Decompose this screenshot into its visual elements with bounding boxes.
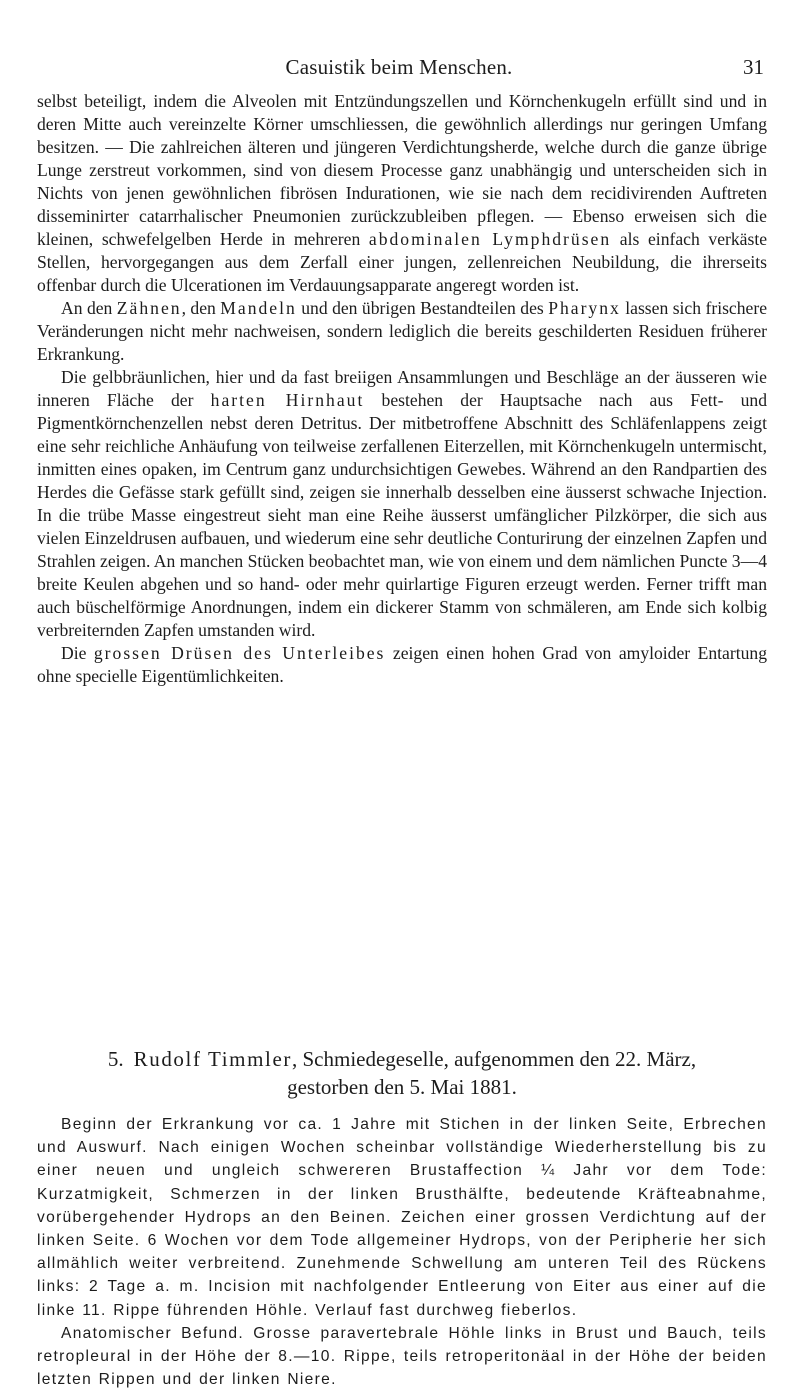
page-number: 31 bbox=[743, 55, 764, 79]
paragraph-lung-findings bbox=[37, 90, 767, 297]
spaced-term: abdominalen Lymphdrüsen bbox=[368, 229, 612, 249]
spaced-term: Zähnen bbox=[116, 298, 182, 318]
patient-name: Rudolf Timmler bbox=[133, 1047, 292, 1071]
paragraph-text: , den bbox=[181, 298, 221, 318]
paragraph-text: Die gelbbräunlichen, hier und da fast breiigen Ansammlungen und Beschläge an der äusseren wie inneren Fläche der bbox=[37, 367, 767, 410]
paragraph-text: zeigen einen hohen Grad von amyloider Entartung ohne specielle Eigentümlichkeiten. bbox=[37, 643, 768, 686]
paragraph-text: und den übrigen Bestandteilen des bbox=[296, 298, 549, 318]
case-history-paragraph: Beginn der Erkrankung vor ca. 1 Jahre mit Stichen in der linken Seite, Erbrechen und Auswurf. Nach einigen Wochen scheinbar vollständige Wiederherstellung bis zu einer neuen und ungleich schwereren Brustaffection ¼ Jahr vor dem Tode: Kurzatmigkeit, Schmerzen in der linken Brusthälfte, bedeutende Kräfteabnahme, vorübergehender Hydrops an den Beinen. Zeichen einer grossen Verdichtung auf der linken Seite. 6 Wochen vor dem Tode allgemeiner Hydrops, von der Peripherie her sich allmählich weiter verbreitend. Zunehmende Schwellung am unteren Teil des Rückens links: 2 Tage a. m. Incision mit nachfolgender Entleerung von Eiter aus einer auf die linke 11. Rippe führenden Höhle. Verlauf fast durchweg fieberlos. bbox=[37, 1116, 767, 1319]
spaced-term: Mandeln bbox=[220, 298, 297, 318]
anatomical-findings-paragraph: Anatomischer Befund. Grosse paravertebrale Höhle links in Brust und Bauch, teils retropleural in der Höhe der 8.—10. Rippe, teils retroperitonäal in der Höhe der beiden letzten Rippen und der linken Niere. bbox=[37, 1324, 767, 1389]
running-title: Casuistik beim Menschen. bbox=[285, 55, 513, 79]
case-history bbox=[37, 1113, 767, 1391]
case-heading-line-2: gestorben den 5. Mai 1881. bbox=[287, 1075, 517, 1099]
paragraph-text: An den bbox=[61, 298, 117, 318]
paragraph-text: lassen sich frischere Veränderungen nicht mehr nachweisen, sondern lediglich die bereits geschilderten Residuen früherer Erkrankung. bbox=[37, 298, 768, 364]
case-heading-line-1 bbox=[37, 1045, 767, 1073]
paragraph-text: Die bbox=[61, 643, 94, 663]
paragraph-text: bestehen der Hauptsache nach aus Fett- und Pigmentkörnchenzellen nebst deren Detritus. Der mitbetroffene Abschnitt des Schläfenlappens zeigt eine sehr reichliche Anhäufung von teilweise zerfallenen Eiterzellen, mit Körnchenkugeln untermischt, inmitten eines opaken, im Centrum ganz undurchsichtigen Gewebes. Während an den Randpartien des Herdes die Gefässe stark gefüllt sind, zeigen sie innerhalb desselben eine äusserst schwache Injection. In die trübe Masse eingestreut sieht man eine Reihe äusserst umfänglicher Pilzkörper, die sich aus vielen Einzeldrusen aufbauen, und wiederum eine sehr deutliche Conturirung der einzelnen Zapfen und Strahlen zeigen. An manchen Stücken beobachtet man, wie von einem und dem nämlichen Puncte 3—4 breite Keulen abgehen und so hand- oder mehr quirlartige Figuren erzeugt werden. Ferner trifft man auch büschelförmige Anordnungen, indem ein dickerer Stamm von schmäleren, am Ende sich kolbig verbreiternden Zapfen umstanden wird. bbox=[37, 390, 767, 640]
case-details: , Schmiedegeselle, aufgenommen den 22. März, bbox=[291, 1047, 697, 1071]
spaced-term: grossen Drüsen des Unterleibes bbox=[93, 643, 386, 663]
spaced-term: Pharynx bbox=[548, 298, 621, 318]
paragraph-text: als einfach verkäste Stellen, hervorgegangen aus dem Zerfall einer jungen, zellenreichen Neubildung, die ihrerseits offenbar durch die Ulcerationen im Verdauungsapparate angeregt worden ist. bbox=[37, 229, 768, 295]
case-heading bbox=[37, 1045, 767, 1101]
paragraph-text: selbst beteiligt, indem die Alveolen mit Entzündungszellen und Körnchenkugeln erfüllt sind und in deren Mitte auch vereinzelte Körner umschliessen, die gewöhnlich allerdings nur geringen Umfang besitzen. — Die zahlreichen älteren und jüngeren Verdichtungsherde, welche durch die ganze übrige Lunge zerstreut vorkommen, sind von diesem Processe ganz unabhängig und unterscheiden sich in Nichts von jenen gewöhnlichen fibrösen Indurationen, wie sie nach dem recidivirenden Auftreten disseminirter catarrhalischer Pneumonien zurückzubleiben pflegen. — Ebenso erweisen sich die kleinen, schwefelgelben Herde in mehreren bbox=[37, 91, 767, 249]
spaced-term: harten Hirnhaut bbox=[210, 390, 365, 410]
paragraph-meninges-findings bbox=[37, 366, 767, 642]
paragraph-abdominal-glands bbox=[37, 642, 767, 688]
paragraph-teeth-findings bbox=[37, 297, 767, 366]
case-number: 5. bbox=[107, 1047, 124, 1071]
page-header bbox=[34, 55, 764, 85]
body-text bbox=[37, 90, 767, 688]
